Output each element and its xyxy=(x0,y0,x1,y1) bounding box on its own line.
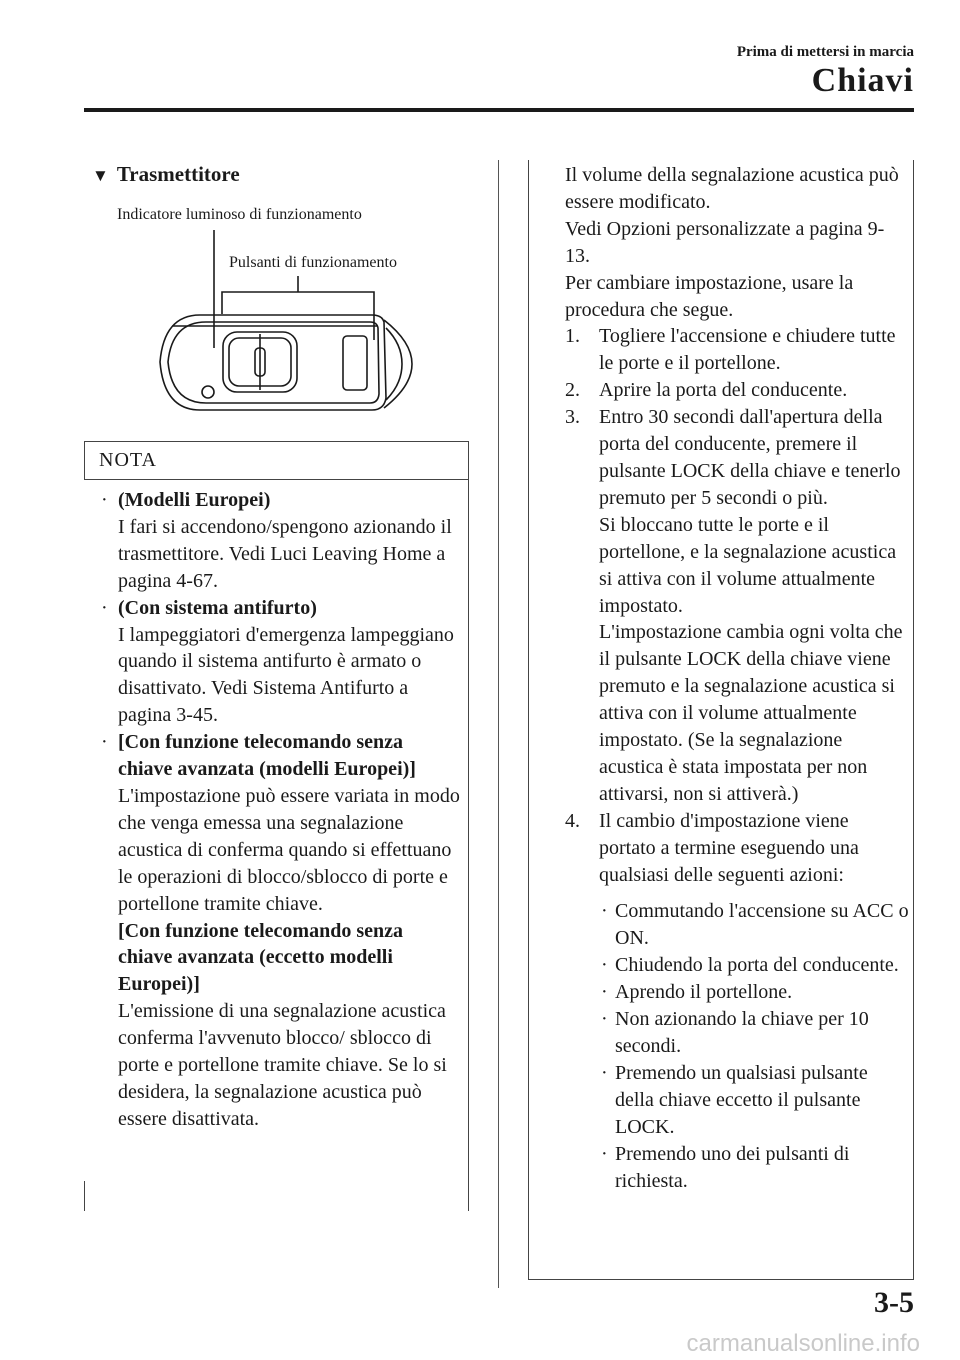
note-item-text: I lampeggiatori d'emergenza lampeggiano quando il sistema antifurto è armato o disattivato. Vedi Sistema Antifurto a pagina 3-45. xyxy=(118,623,454,727)
bullet-dot: · xyxy=(601,1061,608,1084)
note-item-text-2: L'emissione di una segnalazione acustica conferma l'avvenuto blocco/ sblocco di porte e portellone tramite chiave. Se lo si desidera, la segnalazione acustica può essere disattivata. xyxy=(118,1000,447,1130)
step-text: Aprire la porta del conducente. xyxy=(599,379,848,402)
step-number: 1. xyxy=(565,325,580,348)
section-heading xyxy=(92,162,240,187)
sub-item-text: Non azionando la chiave per 10 secondi. xyxy=(615,1008,869,1057)
sub-item xyxy=(565,979,909,1006)
sub-item xyxy=(565,1141,909,1195)
note-title: NOTA xyxy=(99,449,157,471)
column-divider xyxy=(498,160,499,1288)
step-text: Togliere l'accensione e chiudere tutte le porte e il portellone. xyxy=(599,325,896,375)
note-item-text: I fari si accendono/spengono azionando il trasmettitore. Vedi Luci Leaving Home a pagina 4-67. xyxy=(118,515,452,592)
sub-item xyxy=(565,952,909,979)
bullet-dot: · xyxy=(601,1142,608,1165)
procedure-step xyxy=(565,377,909,404)
label-operation-buttons: Pulsanti di funzionamento xyxy=(229,254,397,271)
indicator-light xyxy=(202,386,214,398)
step-text: Il cambio d'impostazione viene portato a termine eseguendo una qualsiasi delle seguenti azioni: xyxy=(599,809,859,886)
fob-key-blade-curve xyxy=(384,320,412,408)
bullet-dot: · xyxy=(601,981,608,1004)
bullet-dot: · xyxy=(101,489,108,511)
running-header-section: Prima di mettersi in marcia xyxy=(736,44,914,60)
sub-item-text: Premendo un qualsiasi pulsante della chiave eccetto il pulsante LOCK. xyxy=(615,1061,868,1138)
note-item-heading: (Con sistema antifurto) xyxy=(118,596,317,619)
change-instructions: Per cambiare impostazione, usare la procedura che segue. xyxy=(565,271,854,321)
liftgate-button xyxy=(343,336,367,390)
sub-item-text: Aprendo il portellone. xyxy=(615,981,793,1004)
header-rule xyxy=(84,108,914,112)
note-item-heading-2: [Con funzione telecomando senza chiave avanzata (eccetto modelli Europei)] xyxy=(118,919,403,996)
step-text-p2: Si bloccano tutte le porte e il portellone, e la segnalazione acustica si attiva con il volume attualmente impostato. xyxy=(599,513,897,617)
procedure-step xyxy=(565,323,909,377)
sub-item-text: Commutando l'accensione su ACC o ON. xyxy=(615,900,909,950)
procedure-step xyxy=(565,808,909,889)
sub-item xyxy=(565,1060,909,1141)
bullet-dot: · xyxy=(101,596,108,619)
section-title: Trasmettitore xyxy=(116,162,240,186)
note-item xyxy=(100,595,462,730)
note-box xyxy=(84,441,469,1211)
sub-item xyxy=(565,898,909,952)
bullet-dot: · xyxy=(601,1008,608,1031)
procedure-step xyxy=(565,404,909,808)
label-indicator-light: Indicatore luminoso di funzionamento xyxy=(117,206,362,223)
fob-inner-outline xyxy=(168,322,379,403)
note-item xyxy=(100,487,462,595)
step-number: 2. xyxy=(565,379,580,402)
step-text: Entro 30 secondi dall'apertura della porta del conducente, premere il pulsante LOCK della chiave e tenerlo premuto per 5 secondi o più. xyxy=(599,406,901,509)
watermark: carmanualsonline.info xyxy=(686,1330,920,1357)
running-header-title: Chiavi xyxy=(811,62,914,99)
step-number: 4. xyxy=(565,809,580,832)
bullet-dot: · xyxy=(101,731,108,754)
note-item xyxy=(100,729,462,1133)
bullet-dot: · xyxy=(601,954,608,977)
step-number: 3. xyxy=(565,406,580,429)
note-body xyxy=(100,487,462,1133)
right-column-text xyxy=(565,162,909,1194)
triangle-marker-icon: ▼ xyxy=(92,166,109,185)
see-reference: Vedi Opzioni personalizzate a pagina 9-13. xyxy=(565,217,885,267)
page-number: 3-5 xyxy=(874,1286,914,1319)
sub-item-text: Premendo uno dei pulsanti di richiesta. xyxy=(615,1142,850,1192)
step-text-p3: L'impostazione cambia ogni volta che il pulsante LOCK della chiave viene premuto e la segnalazione acustica si attiva con il volume attualmente impostato. (Se la segnalazione acustica è stata impostata per non attivarsi, non si attiverà.) xyxy=(599,621,903,805)
right-column-box xyxy=(528,160,914,1280)
fob-outline xyxy=(160,315,386,410)
note-item-heading: [Con funzione telecomando senza chiave avanzata (modelli Europei)] xyxy=(118,731,416,781)
sub-item-text: Chiudendo la porta del conducente. xyxy=(615,954,899,977)
sub-item xyxy=(565,1006,909,1060)
note-item-text: L'impostazione può essere variata in modo che venga emessa una segnalazione acustica di conferma quando si effettuano le operazioni di blocco/sblocco di porte e portellone tramite chiave. xyxy=(118,784,460,915)
key-fob-illustration xyxy=(150,222,420,417)
intro-paragraph: Il volume della segnalazione acustica può essere modificato. xyxy=(565,164,899,213)
bullet-dot: · xyxy=(601,900,608,923)
note-item-heading: (Modelli Europei) xyxy=(118,489,271,511)
